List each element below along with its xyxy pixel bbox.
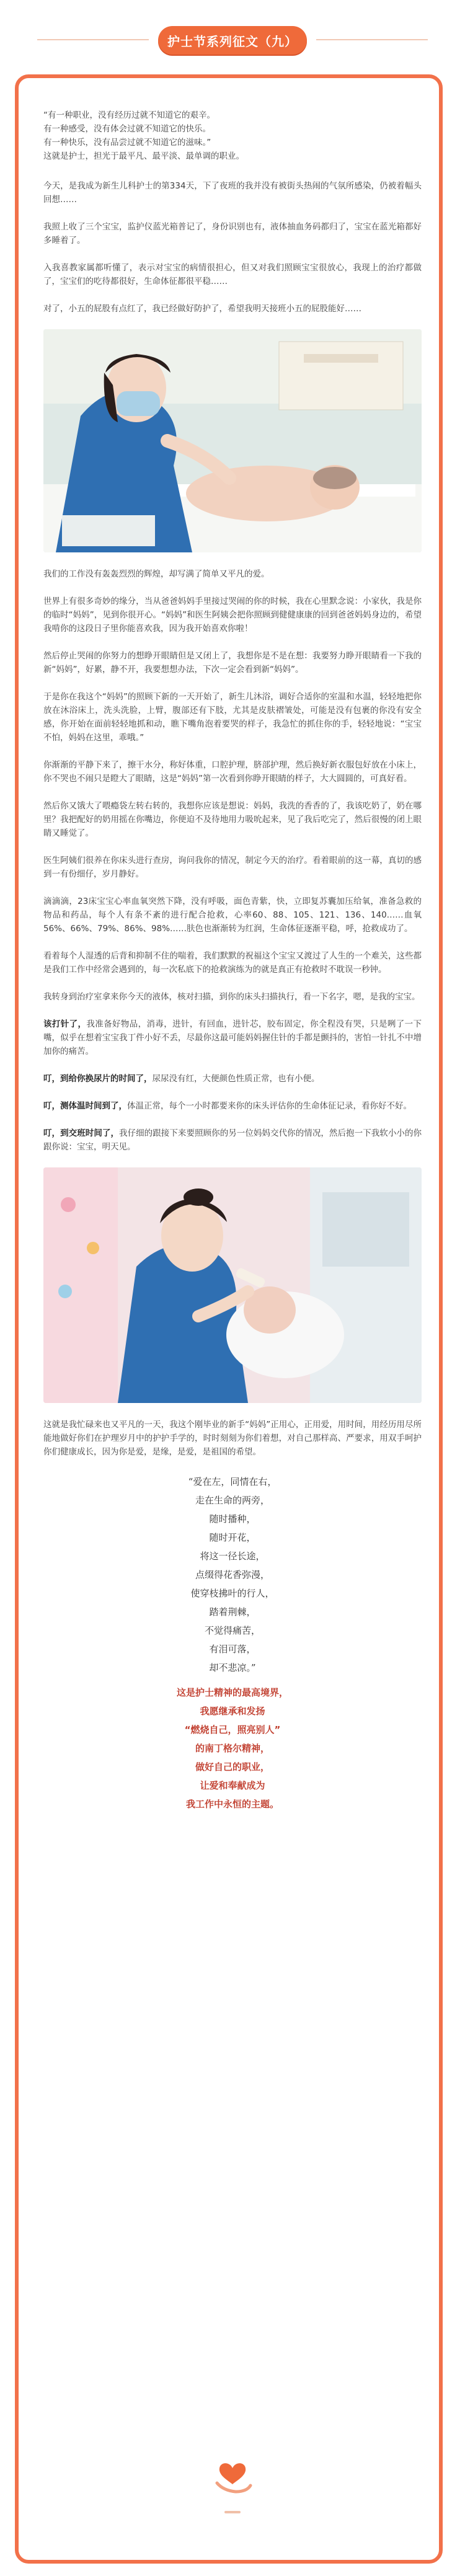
intro-quote-line: 这就是护士，担光于最平凡、最平淡、最单调的职业。 (43, 151, 244, 161)
highlight-lead: 叮，到给你换尿片的时间了， (43, 1074, 153, 1084)
poem-line: “爱在左，同情在右， (188, 1476, 277, 1487)
series-title: 护士节系列征文（九） (158, 26, 307, 55)
header-banner (0, 19, 465, 62)
closing-line: 这是护士精神的最高境界， (176, 1687, 288, 1698)
photo-nurse-feeding-baby (43, 1167, 422, 1403)
paragraph: 于是你在我这个“妈妈”的照顾下新的一天开始了，新生儿沐浴，调好合适你的室温和水温，轻轻地把你放在沐浴床上，洗头洗脸，上臂，腹部还有下肢，尤其是皮肤褶皱处，可能是没有包裹的你没有安全感，你开始在面前轻轻地抓和动，瞧下嘴角泡着要哭的样子，我急忙的抓住你的手，轻轻地说：“宝宝不怕，妈妈在这里，乖哦。” (43, 692, 422, 743)
highlight-text: 尿尿没有红，大便颜色性质正常，也有小便。 (152, 1074, 320, 1084)
closing-line: 我工作中永恒的主题。 (185, 1799, 279, 1810)
poem-line: 有泪可落， (209, 1644, 256, 1655)
highlight-text: 我准备好物品，消毒，进针，有回血，进针芯，胶布固定，你全程没有哭，只是咧了一下嘴，似乎在想着宝宝我丁件小好不丢，尽最你这最可能妈妈握住针的手都是颤抖的，害怕一针扎不中增加你的痛苦。 (43, 1019, 422, 1056)
highlight-lead: 叮，测体温时间到了， (43, 1101, 127, 1111)
paragraph: 我转身到治疗室拿来你今天的液体，核对扫描，到你的床头扫描执行，看一下名字，嗯，是我的宝宝。 (43, 992, 420, 1002)
photo-nurse-bathing-baby (43, 329, 422, 552)
highlight-paragraph (43, 1099, 422, 1113)
closing-statement (43, 1683, 422, 1813)
poem (43, 1472, 422, 1677)
bottom-divider (224, 2511, 241, 2513)
closing-line: 的南丁格尔精神， (195, 1743, 270, 1754)
poem-line: 踏着荆棘， (209, 1606, 256, 1618)
intro-quote-line: 有一种感受，没有体会过就不知道它的快乐。 (43, 124, 211, 134)
paragraph: 然后停止哭闹的你努力的想睁开眼睛但是又闭上了，我想你是不是在想：我要努力睁开眼睛看一下我的新“妈妈”，好累，静不开，我要想想办法，下次一定会看到新“妈妈”。 (43, 651, 422, 675)
closing-line: “燃烧自己，照亮别人” (184, 1724, 281, 1735)
banner-divider-right (316, 39, 428, 40)
closing-line: 让爱和奉献成为 (200, 1780, 265, 1791)
paragraph: 我们的工作没有轰轰烈烈的辉煌，却写满了简单又平凡的爱。 (43, 569, 270, 579)
highlight-lead: 叮，到交班时间了， (43, 1128, 120, 1138)
highlight-paragraph (43, 1072, 422, 1086)
article-body (43, 108, 422, 1813)
intro-quote-line: “有一种职业，没有经历过就不知道它的艰辛。 (43, 110, 215, 120)
photo-nurse-bathing-baby-illustration (43, 329, 422, 552)
highlight-lead: 该打针了， (43, 1019, 87, 1029)
paragraph: 对了，小五的屁股有点红了，我已经做好防护了，希望我明天接班小五的屁股能好…… (43, 304, 361, 314)
paragraph: 这就是我忙碌来也又平凡的一天，我这个刚毕业的新手“妈妈”正用心，正用爱，用时间，用经历用尽所能地做好你们在护理岁月中的护护手学的，时时刻刻为你们着想，对自己那样高、严要求，用双手呵护你们健康成长，因为你是爱，是缘，是爱，是祖国的希望。 (43, 1420, 422, 1457)
paragraph: 入我喜教家属都听懂了，表示对宝宝的病情很担心，但又对我们照顾宝宝很放心，我现上的治疗都做了，宝宝们的吃待都很好，生命体征都很平稳…… (43, 263, 422, 286)
paragraph: 然后你又饿大了喂瘾袋左转右转的，我想你应该是想说：妈妈，我洗的香香的了，我该吃奶了，奶在哪里？我把配好的奶用摇在你嘴边，你便迫不及待地用力吸吮起来，见了我后吃完了，然后很慢的闭上眼睛又睡觉了。 (43, 801, 422, 838)
paragraph: 滴滴滴，23床宝宝心率血氧突然下降，没有呼吸，面色青紫，快，立即复苏囊加压给氧，准备急救的物品和药品，每个人有条不紊的进行配合抢救，心率60、88、105、121、136、140……血氧56%、66%、79%、86%、98%……肤色也渐渐转为红润，生命体征逐渐平稳，呼，抢救成功了。 (43, 896, 422, 934)
paragraph: 我照上收了三个宝宝，监护仪蓝光箱普记了，身份识别也有，液体抽血务码都归了，宝宝在蓝光箱都好多睡着了。 (43, 222, 422, 246)
poem-line: 随时播种， (209, 1513, 256, 1525)
paragraph: 世界上有很多奇妙的缘分，当从爸爸妈妈手里接过哭闹的你的时候，我在心里默念说：小家伙，我是你的临时“妈妈”，见到你很开心。“妈妈”和医生阿姨会把你照顾到健健康康的回到爸爸妈妈身边的，希望我啃你的这段日子里你能喜欢我，因为我开始喜欢你啦！ (43, 596, 422, 634)
paragraph: 医生阿姨们很养在你床头进行查房，询问我你的情况，制定今天的治疗。看着眼前的这一幕，真切的感到一有份细仔，岁月静好。 (43, 856, 422, 879)
highlight-paragraph (43, 1017, 422, 1058)
poem-line: 走在生命的两旁， (195, 1495, 270, 1506)
closing-line: 我愿继承和发扬 (200, 1706, 265, 1717)
highlight-paragraph (43, 1126, 422, 1154)
poem-line: 使穿枝拂叶的行人， (190, 1588, 275, 1599)
intro-quote-line: 有一种快乐，没有品尝过就不知道它的滋味。” (43, 138, 211, 148)
highlight-text: 我仔细的跟接下来要照顾你的另一位妈妈交代你的情况，然后抱一下我软小小的你跟你说：宝宝，明天见。 (43, 1128, 422, 1152)
photo-nurse-feeding-baby-illustration (43, 1167, 422, 1403)
banner-divider-left (37, 39, 149, 40)
paragraph: 你渐渐的平静下来了，擦干水分，称好体重，口腔护理，脐部护理，然后换好新衣服包好放在小床上，你不哭也不闹只是瞪大了眼睛，这是“妈妈”第一次看到你睁开眼睛的样子，大大圆圆的，可真好看。 (43, 760, 422, 784)
poem-line: 却不悲凉。” (209, 1662, 256, 1673)
paragraph: 看着每个人湿透的后背和抑制不住的喘着，我们默默的祝福这个宝宝又渡过了人生的一个难关，这些都是我们工作中经常会遇到的，每一次私底下的抢救演练为的就是真正有抢救时不耽误一秒钟。 (43, 951, 422, 975)
poem-line: 点缀得花香弥漫， (195, 1569, 270, 1580)
highlight-text: 体温正常，每个一小时都要来你的床头评估你的生命体征记录，看你好不好。 (127, 1101, 412, 1111)
poem-line: 随时开花， (209, 1532, 256, 1543)
heart-hand-icon (211, 2452, 254, 2495)
heart-hand-icon-graphic (211, 2452, 254, 2495)
paragraph: 今天，是我成为新生儿科护士的第334天，下了夜班的我并没有被街头热闹的气氛所感染，仍被着幅头回想…… (43, 181, 422, 205)
poem-line: 将这一径长途， (200, 1551, 265, 1562)
closing-line: 做好自己的职业， (195, 1761, 270, 1773)
poem-line: 不觉得痛苦， (204, 1625, 260, 1636)
